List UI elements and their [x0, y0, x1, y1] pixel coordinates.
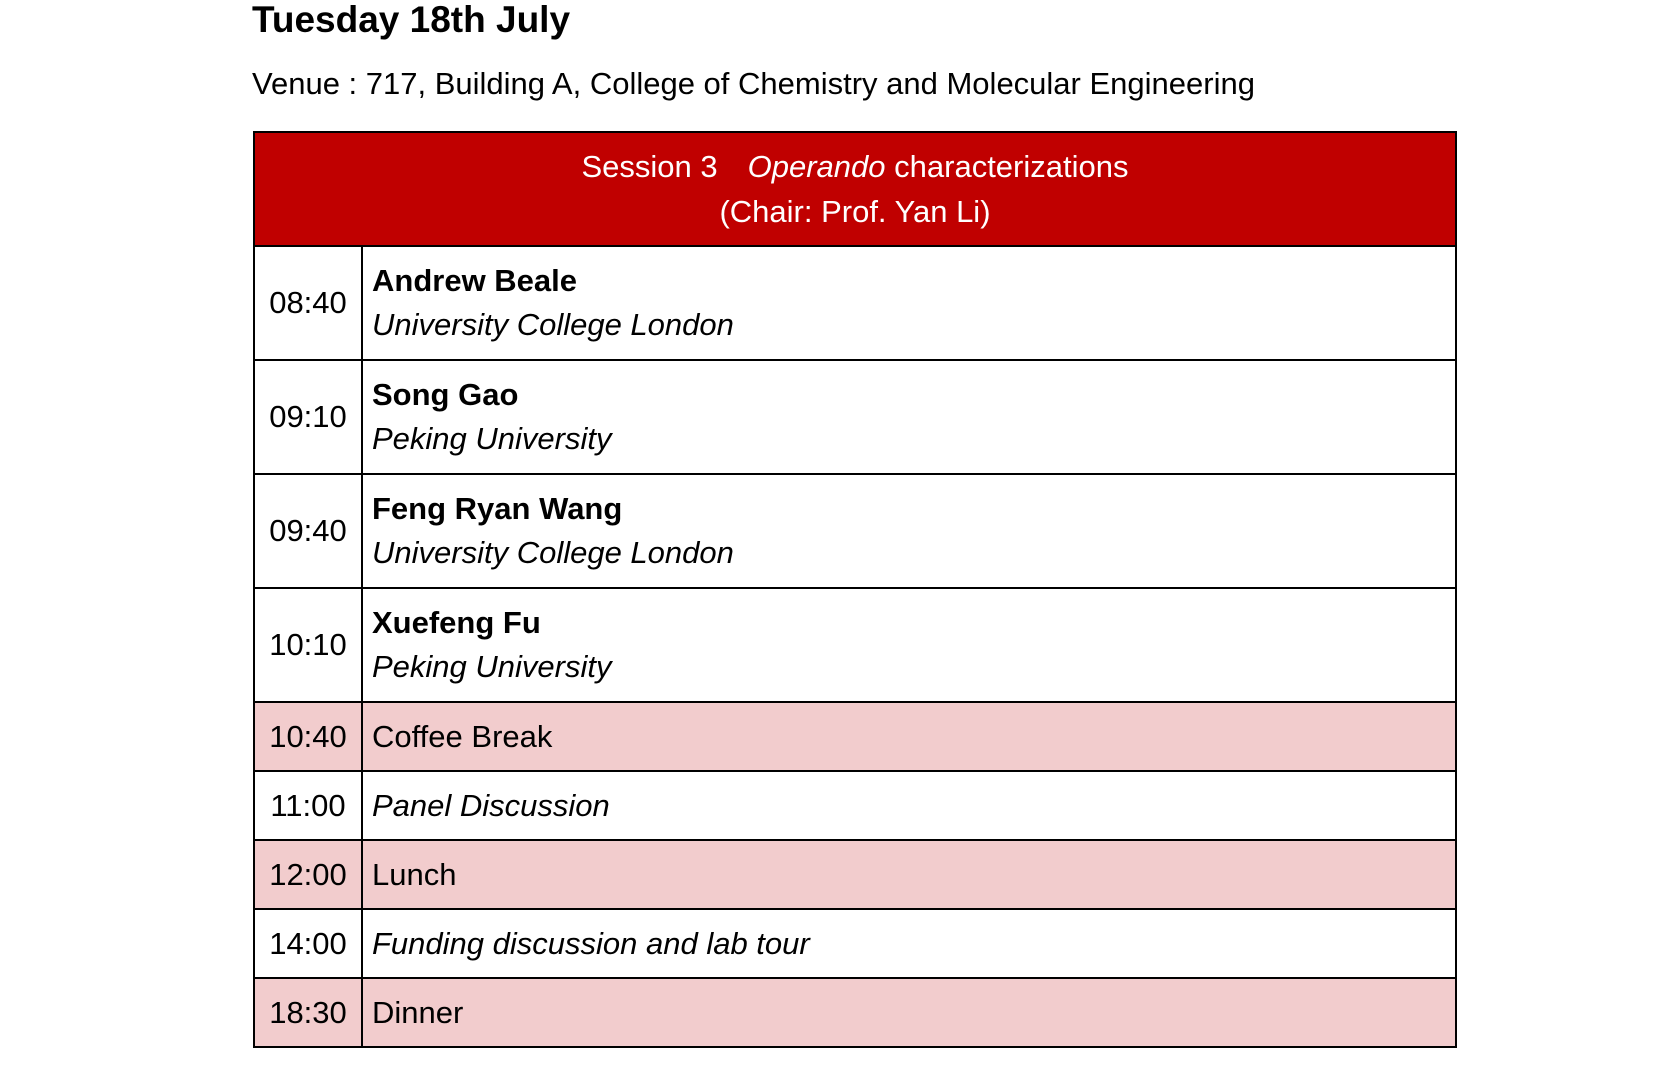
time-cell: 11:00 — [254, 771, 362, 840]
talk-cell — [362, 246, 1456, 360]
speaker-name: Andrew Beale — [372, 263, 578, 298]
coffee-break-row — [254, 702, 1456, 771]
talk-row — [254, 360, 1456, 474]
schedule-table — [253, 131, 1457, 1048]
venue-line: Venue : 717, Building A, College of Chemistry and Molecular Engineering — [252, 66, 1255, 101]
talk-row — [254, 246, 1456, 360]
talk-row — [254, 474, 1456, 588]
session-chair: (Chair: Prof. Yan Li) — [719, 194, 991, 229]
speaker-affiliation: Peking University — [372, 649, 612, 684]
time-cell: 09:10 — [254, 360, 362, 474]
speaker-affiliation: Peking University — [372, 421, 612, 456]
panel-discussion-row — [254, 771, 1456, 840]
session-title — [255, 144, 1455, 189]
time-cell: 18:30 — [254, 978, 362, 1047]
event-label: Panel Discussion — [362, 771, 1456, 840]
day-title: Tuesday 18th July — [252, 0, 571, 40]
dinner-row — [254, 978, 1456, 1047]
talk-row — [254, 588, 1456, 702]
speaker-affiliation: University College London — [372, 307, 734, 342]
speaker-affiliation: University College London — [372, 535, 734, 570]
time-cell: 14:00 — [254, 909, 362, 978]
session-header-row — [254, 132, 1456, 246]
session-header-cell — [254, 132, 1456, 246]
event-label: Coffee Break — [362, 702, 1456, 771]
session-label: Session 3 — [581, 149, 718, 184]
session-title-italic: Operando — [747, 149, 886, 184]
event-label: Funding discussion and lab tour — [362, 909, 1456, 978]
event-label: Lunch — [362, 840, 1456, 909]
session-title-rest: characterizations — [885, 149, 1129, 184]
time-cell: 10:40 — [254, 702, 362, 771]
time-cell: 08:40 — [254, 246, 362, 360]
time-cell: 10:10 — [254, 588, 362, 702]
speaker-name: Song Gao — [372, 377, 519, 412]
time-cell: 12:00 — [254, 840, 362, 909]
speaker-name: Xuefeng Fu — [372, 605, 541, 640]
talk-cell — [362, 588, 1456, 702]
talk-cell — [362, 360, 1456, 474]
talk-cell — [362, 474, 1456, 588]
funding-discussion-row — [254, 909, 1456, 978]
event-label: Dinner — [362, 978, 1456, 1047]
time-cell: 09:40 — [254, 474, 362, 588]
speaker-name: Feng Ryan Wang — [372, 491, 623, 526]
lunch-row — [254, 840, 1456, 909]
